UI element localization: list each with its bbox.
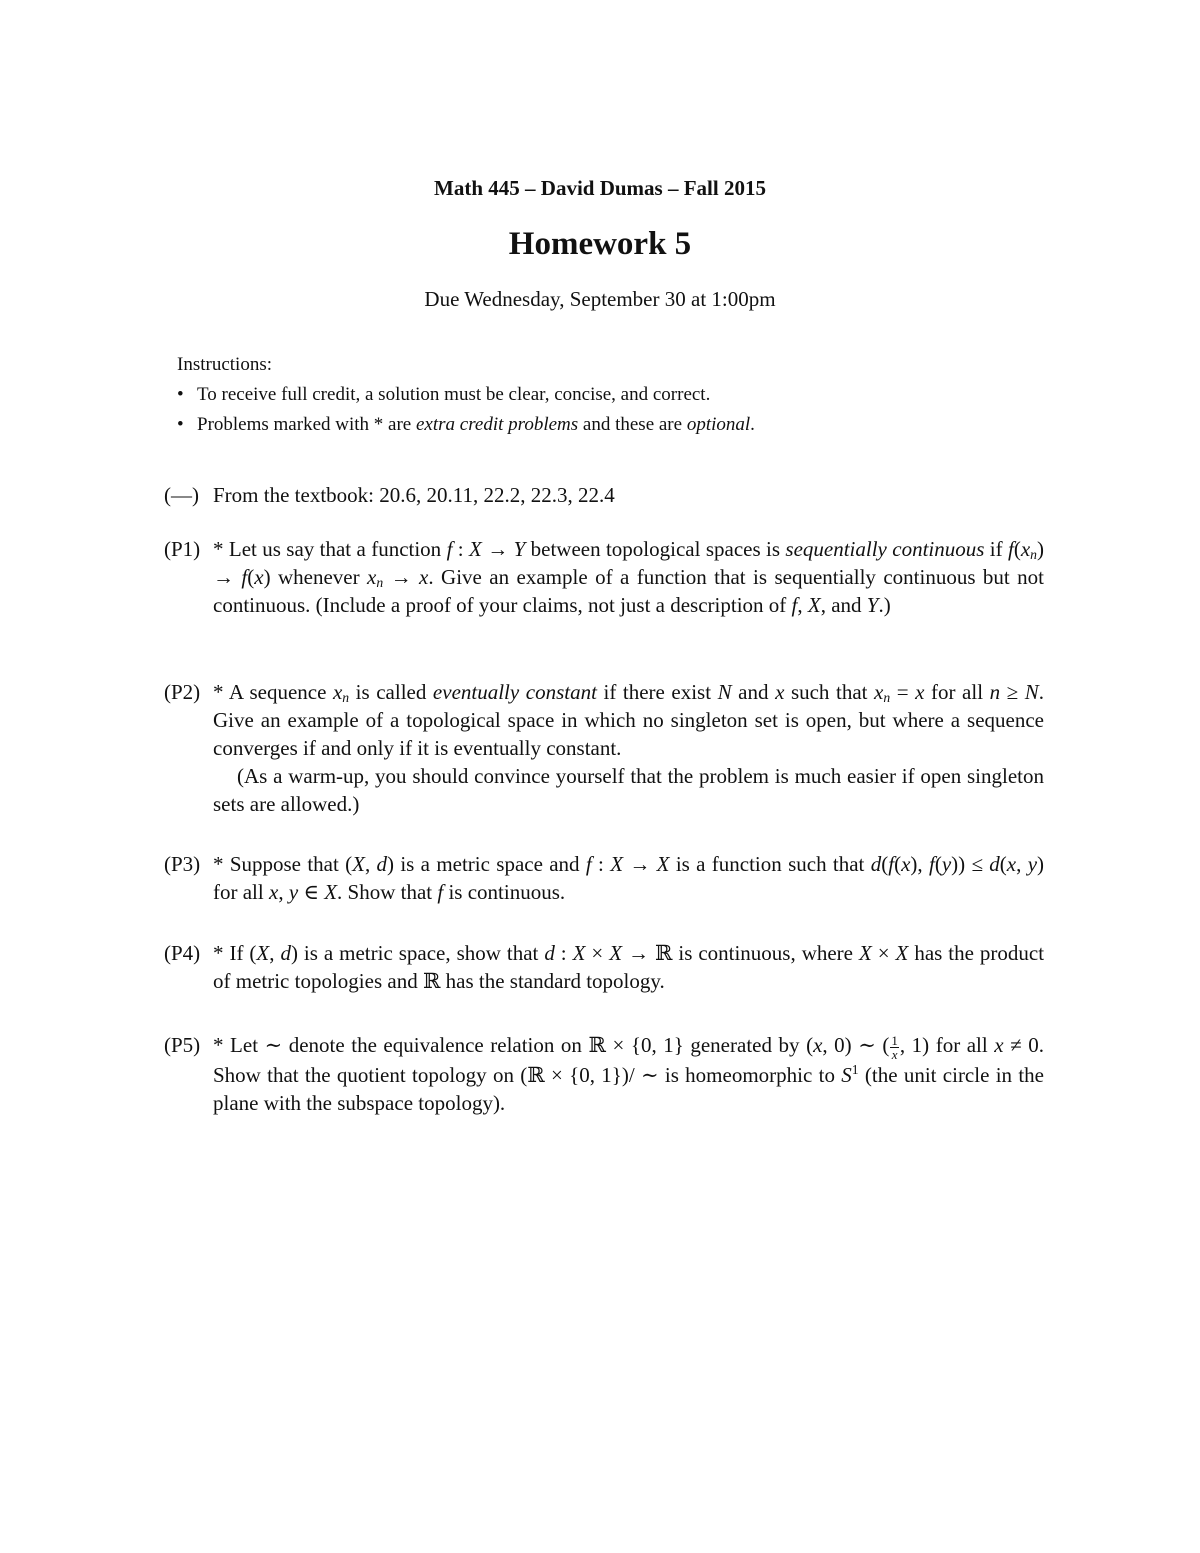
fraction: $\frac{1}{x}$: [891, 1032, 898, 1062]
problem-label: (P3): [164, 852, 201, 876]
problem-p2: [164, 678, 1044, 818]
problem-label: (P4): [164, 941, 201, 965]
problem-p1: [164, 535, 1044, 619]
bullet-icon: •: [177, 414, 184, 435]
problem-note: (As a warm-up, you should convince yourself that the problem is much easier if open singleton sets are allowed.): [213, 764, 1044, 816]
problem-body: * Suppose that (X, d) is a metric space and f : X → X is a function such that d(f(x), f(y)) ≤ d(x, y) for all x, y ∈ X. Show that f is continuous.: [213, 852, 1045, 904]
problem-label: (P1): [164, 537, 201, 561]
instructions-block: [177, 350, 1037, 440]
due-date: Due Wednesday, September 30 at 1:00pm: [424, 287, 776, 311]
instructions-list: [177, 380, 1037, 440]
problem-body: * Let us say that a function f : X → Y between topological spaces is sequentially continuous if $f(x_n) \to f(x)$ whenever $x_n \to x$. Give an example of a function that is sequentially continuous but not continuous. (Include a proof of your claims, not just a description of f, X, and Y.): [213, 537, 1045, 617]
problem-body: From the textbook: 20.6, 20.11, 22.2, 22.3, 22.4: [213, 483, 615, 507]
problem-label: (—): [164, 483, 199, 507]
problem-body: * Let ∼ denote the equivalence relation on ℝ × {0, 1} generated by (x, 0) ∼ ( $\frac{1}{x}$ , 1) for all x ≠ 0. Show that the quotient topology on (ℝ × {0, 1})/ ∼ is homeomorphic to $S^1$ (the unit circle in the plane with the subspace topology).: [213, 1032, 1044, 1115]
instruction-item: [177, 410, 1037, 440]
problem-p4: [164, 939, 1044, 995]
problem-p5: [164, 1031, 1044, 1117]
problem-label: (P2): [164, 680, 201, 704]
problem-label: (P5): [164, 1033, 201, 1057]
course-line: Math 445 – David Dumas – Fall 2015: [434, 176, 766, 200]
bullet-icon: •: [177, 384, 184, 405]
instruction-text: To receive full credit, a solution must be clear, concise, and correct.: [197, 384, 711, 405]
problem-body: * If (X, d) is a metric space, show that d : X × X → ℝ is continuous, where X × X has the product of metric topologies and ℝ has the standard topology.: [213, 941, 1045, 993]
page-title: Homework 5: [508, 226, 692, 262]
problem-textbook: [164, 481, 1044, 509]
instruction-item: [177, 380, 1037, 410]
instruction-text: Problems marked with * are extra credit problems and these are optional.: [197, 414, 755, 435]
problem-p3: [164, 850, 1044, 906]
instructions-heading: Instructions:: [177, 354, 272, 375]
problem-body: * A sequence $x_n$ is called eventually constant if there exist N and x such that $x_n = x$ for all n ≥ N. Give an example of a topological space in which no singleton set is open, but where a sequence converges if and only if it is eventually constant. (As a warm-up, you should convince yourself that the problem is much easier if open singleton sets are allowed.): [213, 680, 1045, 816]
